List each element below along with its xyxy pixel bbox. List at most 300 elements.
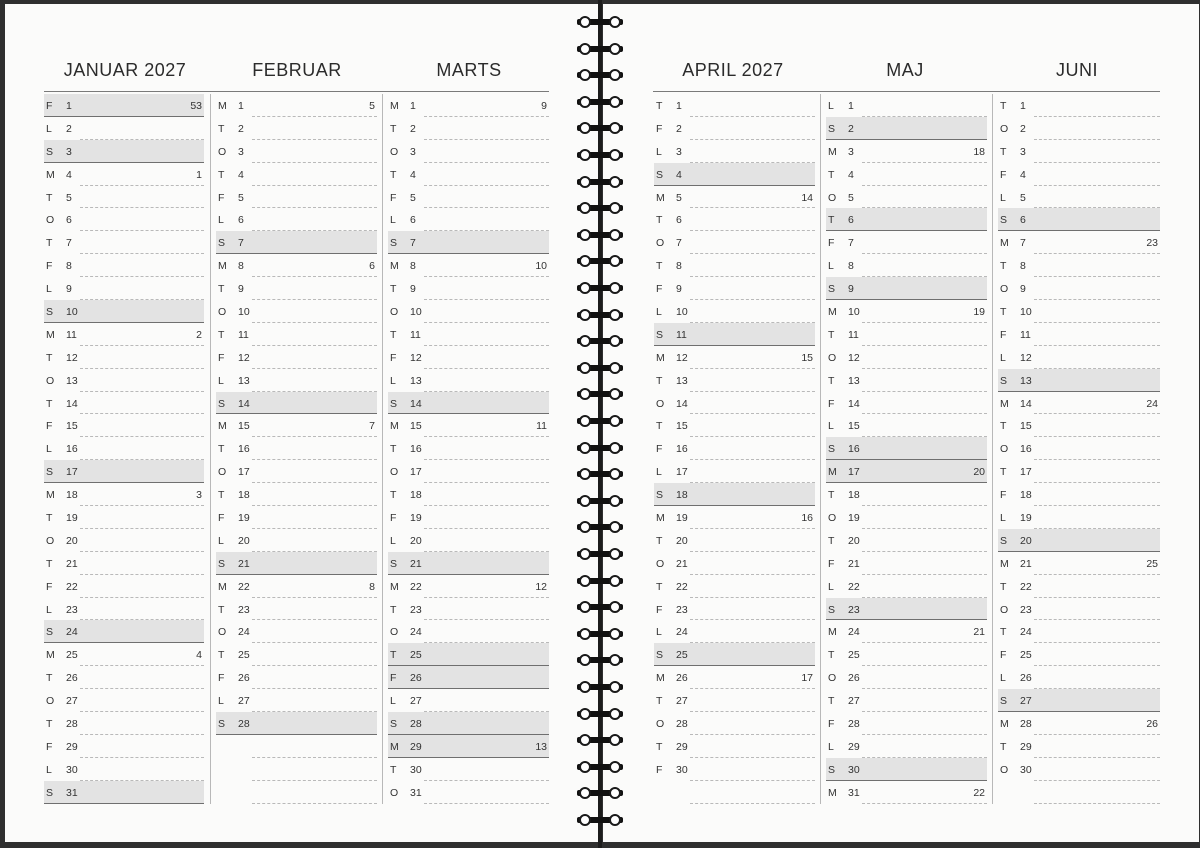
- weekday-letter: T: [1000, 100, 1007, 112]
- day-row[interactable]: [826, 94, 987, 117]
- weekday-letter: O: [1000, 122, 1009, 135]
- day-row[interactable]: [654, 254, 815, 277]
- day-row[interactable]: [654, 758, 815, 781]
- day-row[interactable]: [44, 231, 204, 254]
- spiral-coil: [577, 468, 623, 480]
- day-row[interactable]: [388, 529, 549, 552]
- day-row[interactable]: [216, 643, 377, 666]
- day-row[interactable]: [388, 186, 549, 209]
- day-number: 25: [1020, 649, 1032, 662]
- day-row[interactable]: [44, 186, 204, 209]
- day-row[interactable]: [998, 689, 1160, 712]
- day-number: 11: [848, 328, 859, 341]
- day-row[interactable]: [388, 300, 549, 323]
- weekday-letter: O: [656, 718, 665, 731]
- day-row[interactable]: [44, 529, 204, 552]
- day-row[interactable]: [998, 758, 1160, 781]
- day-row[interactable]: [654, 643, 815, 666]
- day-row[interactable]: [44, 643, 204, 666]
- weekday-letter: L: [656, 145, 662, 158]
- day-row[interactable]: [654, 460, 815, 483]
- day-row[interactable]: [388, 575, 549, 598]
- day-number: 8: [66, 260, 72, 273]
- month-title-march: MARTS: [436, 60, 502, 80]
- day-row[interactable]: [44, 163, 204, 186]
- day-row[interactable]: [388, 231, 549, 254]
- day-row[interactable]: [216, 323, 377, 346]
- day-row[interactable]: [998, 186, 1160, 209]
- day-number: 16: [676, 443, 688, 456]
- day-row[interactable]: [826, 712, 987, 735]
- weekday-letter: S: [218, 237, 226, 250]
- day-row[interactable]: [654, 369, 815, 392]
- weekday-letter: T: [1000, 145, 1007, 158]
- day-row[interactable]: [654, 483, 815, 506]
- day-number: 21: [410, 557, 422, 570]
- day-number: 1: [410, 100, 416, 112]
- day-row[interactable]: [998, 620, 1160, 643]
- day-row[interactable]: [998, 460, 1160, 483]
- day-row[interactable]: [388, 392, 549, 415]
- day-row[interactable]: [826, 346, 987, 369]
- day-row[interactable]: [826, 414, 987, 437]
- day-number: 20: [238, 534, 250, 547]
- day-row[interactable]: [826, 437, 987, 460]
- weekday-letter: L: [218, 534, 224, 547]
- day-row[interactable]: [654, 186, 815, 209]
- day-row[interactable]: [998, 598, 1160, 621]
- day-row[interactable]: [826, 506, 987, 529]
- day-number: 23: [676, 603, 688, 616]
- day-row[interactable]: [826, 277, 987, 300]
- day-row[interactable]: [216, 186, 377, 209]
- weekday-letter: S: [390, 397, 398, 410]
- day-row[interactable]: [44, 140, 204, 163]
- day-row[interactable]: [654, 208, 815, 231]
- weekday-letter: S: [46, 626, 54, 639]
- day-row[interactable]: [216, 666, 377, 689]
- day-row[interactable]: [654, 781, 815, 804]
- day-row[interactable]: [998, 529, 1160, 552]
- day-number: 15: [848, 420, 860, 433]
- day-number: 29: [66, 740, 78, 753]
- day-row[interactable]: [998, 369, 1160, 392]
- day-number: 7: [238, 237, 244, 250]
- weekday-letter: S: [656, 328, 664, 341]
- day-row[interactable]: [44, 346, 204, 369]
- day-row[interactable]: [998, 231, 1160, 254]
- day-row[interactable]: [826, 483, 987, 506]
- day-row[interactable]: [44, 735, 204, 758]
- day-number: 31: [848, 786, 860, 799]
- day-row[interactable]: [216, 231, 377, 254]
- day-row[interactable]: [216, 208, 377, 231]
- day-number: 29: [848, 740, 860, 753]
- day-row[interactable]: [654, 392, 815, 415]
- day-row[interactable]: [44, 483, 204, 506]
- day-row[interactable]: [216, 758, 377, 781]
- day-row[interactable]: [826, 117, 987, 140]
- day-row[interactable]: [654, 346, 815, 369]
- day-number: 24: [410, 626, 422, 639]
- spiral-coil: [577, 149, 623, 161]
- weekday-letter: T: [656, 100, 663, 112]
- day-row[interactable]: [44, 598, 204, 621]
- day-row[interactable]: [654, 575, 815, 598]
- day-row[interactable]: [388, 437, 549, 460]
- weekday-letter: S: [828, 763, 836, 776]
- weekday-letter: F: [1000, 328, 1007, 341]
- day-row[interactable]: [998, 437, 1160, 460]
- day-row[interactable]: [216, 414, 377, 437]
- day-row[interactable]: [998, 94, 1160, 117]
- day-number: 24: [238, 626, 250, 639]
- day-row[interactable]: [826, 620, 987, 643]
- day-row[interactable]: [44, 254, 204, 277]
- day-number: 7: [1020, 237, 1026, 250]
- day-row[interactable]: [388, 323, 549, 346]
- day-row[interactable]: [826, 666, 987, 689]
- day-row[interactable]: [44, 781, 204, 804]
- weekday-letter: L: [828, 580, 834, 593]
- day-row[interactable]: [654, 712, 815, 735]
- day-row[interactable]: [654, 552, 815, 575]
- day-row[interactable]: [826, 460, 987, 483]
- day-number: 28: [66, 718, 78, 731]
- day-number: 14: [66, 397, 78, 410]
- day-number: 9: [238, 283, 244, 296]
- day-row[interactable]: [826, 781, 987, 804]
- day-row[interactable]: [826, 392, 987, 415]
- day-row[interactable]: [654, 163, 815, 186]
- day-number: 17: [1020, 466, 1032, 479]
- spiral-coil: [577, 176, 623, 188]
- day-row[interactable]: [216, 506, 377, 529]
- day-row[interactable]: [44, 506, 204, 529]
- day-number: 24: [66, 626, 78, 639]
- day-row[interactable]: [998, 552, 1160, 575]
- day-row[interactable]: [216, 598, 377, 621]
- weekday-letter: O: [656, 397, 665, 410]
- day-row[interactable]: [826, 552, 987, 575]
- spiral-coil: [577, 202, 623, 214]
- day-row[interactable]: [44, 369, 204, 392]
- day-row[interactable]: [826, 369, 987, 392]
- weekday-letter: O: [218, 145, 227, 158]
- day-row[interactable]: [216, 712, 377, 735]
- day-row[interactable]: [654, 323, 815, 346]
- day-row[interactable]: [388, 552, 549, 575]
- day-row[interactable]: [216, 529, 377, 552]
- day-row[interactable]: [216, 483, 377, 506]
- day-row[interactable]: [654, 620, 815, 643]
- day-row[interactable]: [388, 277, 549, 300]
- day-row[interactable]: [998, 346, 1160, 369]
- day-row[interactable]: [216, 117, 377, 140]
- day-row[interactable]: [998, 643, 1160, 666]
- day-row[interactable]: [998, 781, 1160, 804]
- day-row[interactable]: [44, 712, 204, 735]
- day-row[interactable]: [44, 620, 204, 643]
- left-page: [5, 4, 601, 842]
- day-row[interactable]: [826, 208, 987, 231]
- day-row[interactable]: [44, 414, 204, 437]
- day-row[interactable]: [998, 300, 1160, 323]
- day-row[interactable]: [826, 186, 987, 209]
- weekday-letter: T: [218, 603, 225, 616]
- day-row[interactable]: [388, 140, 549, 163]
- day-row[interactable]: [388, 163, 549, 186]
- month-column-april: [654, 94, 815, 804]
- day-row[interactable]: [388, 369, 549, 392]
- weekday-letter: T: [390, 489, 397, 502]
- day-row[interactable]: [388, 117, 549, 140]
- day-number: 19: [410, 512, 422, 525]
- day-row[interactable]: [216, 552, 377, 575]
- week-number: 18: [973, 145, 985, 158]
- day-row[interactable]: [998, 140, 1160, 163]
- day-row[interactable]: [998, 208, 1160, 231]
- day-row[interactable]: [654, 598, 815, 621]
- day-row[interactable]: [826, 575, 987, 598]
- weekday-letter: T: [390, 649, 397, 662]
- week-number: 9: [541, 100, 547, 112]
- day-number: 4: [238, 168, 244, 181]
- weekday-letter: F: [390, 512, 397, 525]
- weekday-letter: M: [656, 351, 665, 364]
- day-row[interactable]: [44, 300, 204, 323]
- day-row[interactable]: [826, 254, 987, 277]
- day-row[interactable]: [998, 666, 1160, 689]
- weekday-letter: O: [390, 306, 399, 319]
- day-number: 13: [848, 374, 860, 387]
- weekday-letter: M: [218, 260, 227, 273]
- day-row[interactable]: [44, 117, 204, 140]
- day-row[interactable]: [654, 277, 815, 300]
- day-row[interactable]: [216, 575, 377, 598]
- day-row[interactable]: [216, 369, 377, 392]
- weekday-letter: O: [218, 626, 227, 639]
- week-number: 14: [801, 191, 813, 204]
- weekday-letter: S: [218, 397, 226, 410]
- day-row[interactable]: [216, 346, 377, 369]
- day-number: 31: [410, 786, 422, 799]
- column-divider: [820, 94, 821, 804]
- day-row[interactable]: [44, 575, 204, 598]
- day-row[interactable]: [388, 346, 549, 369]
- day-row[interactable]: [654, 414, 815, 437]
- day-number: 20: [848, 534, 860, 547]
- day-row[interactable]: [998, 506, 1160, 529]
- day-number: 20: [410, 534, 422, 547]
- day-row[interactable]: [216, 735, 377, 758]
- weekday-letter: L: [390, 534, 396, 547]
- week-number: 24: [1146, 397, 1158, 410]
- day-row[interactable]: [998, 392, 1160, 415]
- day-row[interactable]: [826, 643, 987, 666]
- day-row[interactable]: [388, 506, 549, 529]
- day-row[interactable]: [216, 140, 377, 163]
- day-number: 28: [410, 718, 422, 731]
- day-row[interactable]: [216, 94, 377, 117]
- day-row[interactable]: [998, 414, 1160, 437]
- day-row[interactable]: [44, 323, 204, 346]
- day-row[interactable]: [654, 231, 815, 254]
- day-row[interactable]: [826, 758, 987, 781]
- day-row[interactable]: [654, 666, 815, 689]
- weekday-letter: S: [218, 718, 226, 731]
- day-row[interactable]: [388, 712, 549, 735]
- day-row[interactable]: [388, 598, 549, 621]
- weekday-letter: T: [46, 237, 53, 250]
- day-row[interactable]: [44, 277, 204, 300]
- day-row[interactable]: [654, 300, 815, 323]
- day-row[interactable]: [826, 529, 987, 552]
- day-number: 30: [676, 763, 688, 776]
- day-row[interactable]: [388, 254, 549, 277]
- weekday-letter: M: [390, 420, 399, 433]
- day-row[interactable]: [44, 689, 204, 712]
- day-number: 20: [676, 534, 688, 547]
- day-row[interactable]: [826, 598, 987, 621]
- day-row[interactable]: [998, 254, 1160, 277]
- weekday-letter: M: [218, 580, 227, 593]
- weekday-letter: M: [218, 100, 227, 112]
- day-row[interactable]: [44, 666, 204, 689]
- day-row[interactable]: [998, 163, 1160, 186]
- day-row[interactable]: [826, 323, 987, 346]
- day-row[interactable]: [216, 460, 377, 483]
- day-number: 5: [1020, 191, 1026, 204]
- day-number: 14: [238, 397, 250, 410]
- weekday-letter: S: [1000, 374, 1008, 387]
- day-row[interactable]: [998, 712, 1160, 735]
- day-row[interactable]: [388, 460, 549, 483]
- weekday-letter: M: [390, 100, 399, 112]
- day-row[interactable]: [388, 483, 549, 506]
- weekday-letter: S: [390, 237, 398, 250]
- day-number: 27: [848, 695, 860, 708]
- day-row[interactable]: [388, 414, 549, 437]
- day-row[interactable]: [826, 300, 987, 323]
- day-number: 2: [66, 122, 72, 135]
- writing-line: [44, 803, 204, 804]
- day-row[interactable]: [216, 437, 377, 460]
- day-number: 3: [238, 145, 244, 158]
- weekday-letter: O: [46, 374, 55, 387]
- day-row[interactable]: [216, 254, 377, 277]
- day-number: 6: [410, 214, 416, 227]
- day-row[interactable]: [388, 758, 549, 781]
- day-row[interactable]: [216, 300, 377, 323]
- day-row[interactable]: [826, 231, 987, 254]
- day-row[interactable]: [44, 94, 204, 117]
- day-number: 23: [238, 603, 250, 616]
- day-row[interactable]: [388, 208, 549, 231]
- day-row[interactable]: [388, 781, 549, 804]
- day-row[interactable]: [826, 140, 987, 163]
- day-row[interactable]: [654, 94, 815, 117]
- week-number: 6: [369, 260, 375, 273]
- day-row[interactable]: [998, 483, 1160, 506]
- day-row[interactable]: [388, 643, 549, 666]
- day-number: 2: [848, 122, 854, 135]
- weekday-letter: O: [656, 237, 665, 250]
- day-row[interactable]: [998, 117, 1160, 140]
- day-row[interactable]: [654, 117, 815, 140]
- day-number: 19: [848, 512, 860, 525]
- day-row[interactable]: [998, 277, 1160, 300]
- day-row[interactable]: [654, 140, 815, 163]
- writing-line: [252, 803, 377, 804]
- day-row[interactable]: [826, 163, 987, 186]
- day-number: 10: [238, 306, 250, 319]
- month-column-may: [826, 94, 987, 804]
- day-row[interactable]: [44, 758, 204, 781]
- day-row[interactable]: [216, 163, 377, 186]
- day-number: 27: [410, 695, 422, 708]
- writing-line: [862, 803, 987, 804]
- day-row[interactable]: [388, 666, 549, 689]
- day-row[interactable]: [654, 735, 815, 758]
- day-row[interactable]: [388, 735, 549, 758]
- day-row[interactable]: [44, 437, 204, 460]
- day-number: 23: [410, 603, 422, 616]
- weekday-letter: S: [46, 786, 54, 799]
- day-row[interactable]: [654, 506, 815, 529]
- day-row[interactable]: [998, 323, 1160, 346]
- day-row[interactable]: [998, 735, 1160, 758]
- day-number: 18: [848, 489, 860, 502]
- day-row[interactable]: [44, 208, 204, 231]
- day-row[interactable]: [998, 575, 1160, 598]
- weekday-letter: T: [656, 534, 663, 547]
- day-row[interactable]: [216, 620, 377, 643]
- weekday-letter: M: [46, 489, 55, 502]
- day-row[interactable]: [44, 552, 204, 575]
- day-row[interactable]: [388, 620, 549, 643]
- day-row[interactable]: [216, 392, 377, 415]
- day-row[interactable]: [216, 689, 377, 712]
- day-number: 15: [238, 420, 250, 433]
- day-row[interactable]: [44, 392, 204, 415]
- day-number: 12: [238, 351, 250, 364]
- day-row[interactable]: [388, 94, 549, 117]
- weekday-letter: L: [656, 626, 662, 639]
- day-row[interactable]: [826, 689, 987, 712]
- day-number: 12: [410, 351, 422, 364]
- weekday-letter: M: [1000, 237, 1009, 250]
- day-row[interactable]: [826, 735, 987, 758]
- day-row[interactable]: [388, 689, 549, 712]
- month-title-january: JANUAR 2027: [63, 60, 187, 80]
- day-number: 15: [66, 420, 78, 433]
- day-row[interactable]: [654, 437, 815, 460]
- day-row[interactable]: [216, 277, 377, 300]
- spiral-coil: [577, 309, 623, 321]
- day-number: 10: [1020, 306, 1032, 319]
- day-row[interactable]: [654, 529, 815, 552]
- weekday-letter: L: [46, 283, 52, 296]
- weekday-letter: L: [46, 763, 52, 776]
- weekday-letter: M: [390, 740, 399, 753]
- day-row[interactable]: [44, 460, 204, 483]
- day-row[interactable]: [216, 781, 377, 804]
- weekday-letter: T: [46, 718, 53, 731]
- weekday-letter: T: [1000, 306, 1007, 319]
- day-row[interactable]: [654, 689, 815, 712]
- spiral-coil: [577, 122, 623, 134]
